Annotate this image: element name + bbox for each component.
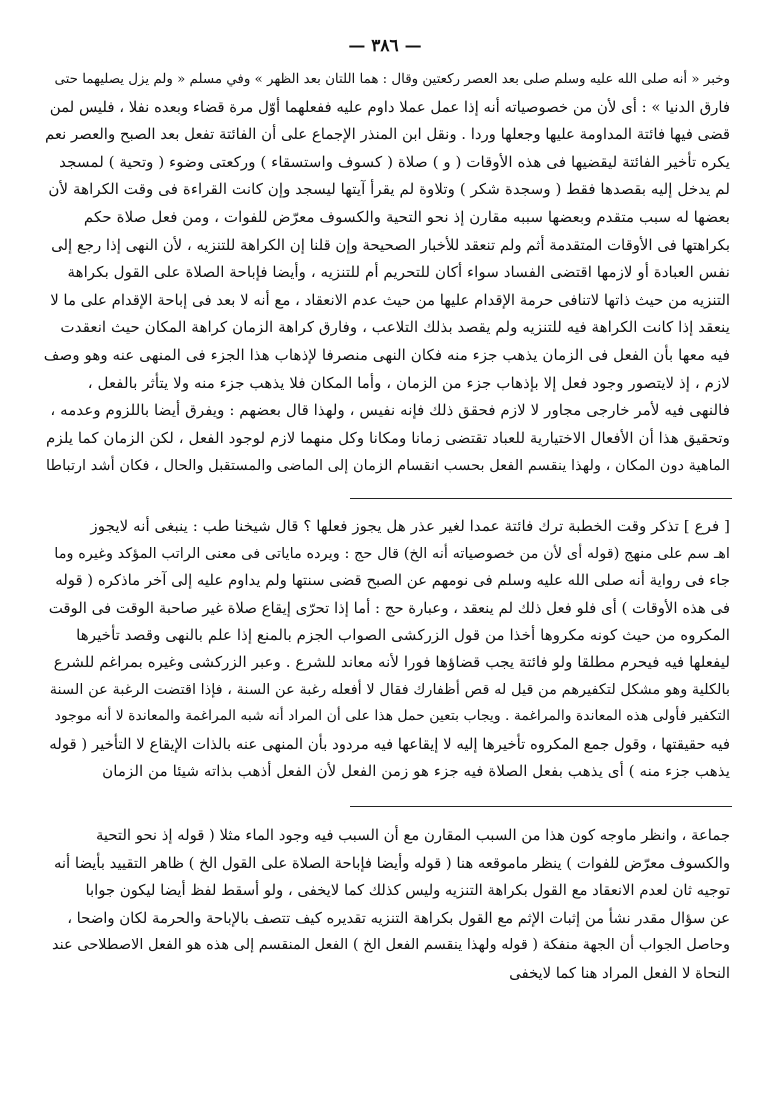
text-line: لازم ، إذ لايتصور وجود فعل إلا بإذهاب جزء من الزمان ، وأما المكان فلا يذهب جزء منه ولا يتأثر بالفعل ، bbox=[87, 373, 730, 392]
text-line: بكراهتها فى الأوقات المتقدمة أثم ولم تنعقد للأخبار الصحيحة وإن قلنا إن الكراهة للتنزيه ، لأن النهى إذا رجع إلى bbox=[51, 235, 730, 254]
text-line: وخبر « أنه صلى الله عليه وسلم صلى بعد العصر ركعتين وقال : هما اللتان بعد الظهر » وفي مسلم « ولم يزل يصليهما حتى bbox=[54, 72, 730, 87]
section-divider bbox=[350, 806, 732, 807]
footnote-line: اهـ سم على منهج (قوله أى لأن من خصوصياته أنه الخ) قال حج : ويرده ماياتى فى معنى الراتب المؤكد وغيره وما bbox=[54, 545, 730, 563]
footnote-line: فيه حقيقتها ، وقول جمع المكروه تأخيرها إليه لا إيقاعها فيه مردود بأن المنهى عنه بالذات الإيقاع لا التأخير ( قوله bbox=[49, 734, 730, 753]
footnote-line: فى هذه الأوقات ) أى فلو فعل ذلك لم ينعقد ، وعبارة حج : أما إذا تحرّى إيقاع صلاة غير صاحبة الوقت فى الوقت bbox=[48, 598, 730, 617]
footnote-line: بالكلية وهو مشكل لتكفيرهم من قيل له قص أظفارك فقال لا أفعله رغبة عن السنة ، فإذا اقتضت الرغبة عن السنة bbox=[49, 681, 730, 699]
footnote-line: جماعة ، وانظر ماوجه كون هذا من السبب المقارن مع أن السبب فيه وجود الماء مثلا ( قوله إذ نحو التحية bbox=[95, 827, 730, 844]
footnote-line: النحاة لا الفعل المراد هنا كما لايخفى bbox=[509, 964, 730, 982]
text-line: التنزيه من حيث ذاتها لاتنافى حرمة الإقدام عليها من حيث عدم الانعقاد ، مع أنه لا بعد فى إباحة الإقدام على ما لا bbox=[50, 290, 730, 309]
footnote-line: [ فرع ] تذكر وقت الخطبة ترك فائتة عمدا لغير عذر هل يجوز فعلها ؟ قال شيخنا طب : ينبغى أنه لايجوز bbox=[90, 517, 730, 535]
footnote-line: المكروه من حيث كونه مكروها أخذا من قول الزركشى الصواب الجزم بالمنع إذا علم بالنهى وقصد تأخيرها bbox=[76, 625, 730, 644]
page-number: — ٣٨٦ — bbox=[348, 36, 422, 56]
text-line: فالنهى فيه لأمر خارجى مجاور لا لازم فحقق ذلك فإنه نفيس ، ولهذا قال بعضهم : ويفرق أيضا باللزوم وعدمه ، bbox=[50, 401, 730, 420]
text-line: لم يدخل إليه بقصدها فقط ( وسجدة شكر ) وتلاوة لم يقرأ آيتها ليسجد وإن كانت القراءة فى وقت الكراهة لأن bbox=[48, 180, 730, 199]
text-line: فيه معها بأن الفعل فى الزمان يذهب جزء منه فكان النهى منصرفا لإذهاب هذا الجزء فى المنهى عنه وهو وصف bbox=[44, 345, 730, 364]
text-line: قضى فيها فائتة المداومة عليها وجعلها وردا . ونقل ابن المنذر الإجماع على أن الفائتة تفعل بعد الصبح والعصر نعم bbox=[44, 125, 730, 144]
text-line: ينعقد إذا كانت الكراهة فيه للتنزيه ولم يقصد بذلك التلاعب ، وفارق كراهة الزمان كراهة المكان حيث انعقدت bbox=[60, 318, 730, 337]
footnote-line: والكسوف معرّض للفوات ) ينظر ماموقعه هنا ( قوله وأيضا فإباحة الصلاة على القول الخ ) ظاهر التقييد بأيضا أنه bbox=[53, 854, 730, 872]
footnote-line: جاء فى رواية أنه صلى الله عليه وسلم فى نومهم عن الصبح قضى سنتها ولم يداوم عليه إلى آخر ماذكره ( قوله bbox=[55, 571, 730, 590]
footnote-line: توجيه ثان لعدم الانعقاد مع القول بكراهة التنزيه وليس كذلك كما لايخفى ، ولو أسقط لفظ أيضا ليكون جوابا bbox=[85, 882, 730, 900]
footnote-line: يذهب جزء منه ) أى يذهب بفعل الصلاة فيه جزء هو زمن الفعل لأن الفعل أذهب بذاته شيئا من الزمان bbox=[102, 761, 730, 780]
footnote-line: عن سؤال مقدر نشأ من إثبات الإثم مع القول بكراهة التنزيه تقديره كيف تتصف بالإباحة والحرمة لكان واضحا ، bbox=[67, 909, 730, 927]
footnote-line: ليفعلها فيه فيحرم مطلقا ولو فائتة يجب قضاؤها فورا لأنه معاند للشرع . وعبر الزركشى وغيره بمراغم للشرع bbox=[53, 653, 730, 672]
text-line: يكره تأخير الفائتة ليقضيها فى هذه الأوقات ( و ) صلاة ( كسوف واستسقاء ) وركعتى وضوء ( وتحية ) لمسجد bbox=[59, 152, 730, 171]
section-divider bbox=[350, 498, 732, 499]
text-line: فارق الدنيا » : أى لأن من خصوصياته أنه إذا عمل عملا داوم عليه ففعلهما أوّل مرة قضاء وبعده نفلا ، فليس لمن bbox=[49, 97, 730, 116]
text-line: بعضها له سبب متقدم وبعضها سببه مقارن إذ نحو التحية والكسوف معرّض للفوات ، ومن فعل صلاة حكم bbox=[83, 207, 730, 226]
footnote-block-1 bbox=[44, 513, 730, 785]
main-text-block bbox=[44, 66, 730, 480]
footnote-block-2 bbox=[44, 822, 730, 988]
footnote-line: التكفير فأولى هذه المعاندة والمراغمة . ويجاب بتعين حمل هذا على أن المراد أنه شبه المراغمة والمعاندة لا أنه موجود bbox=[54, 708, 730, 725]
text-line: وتحقيق هذا أن الأفعال الاختيارية للعباد تقتضى زمانا ومكانا وكل منهما لازم لوجود الفعل ، لكن الزمان كما يلزم bbox=[46, 428, 730, 447]
text-line: نفس العبادة أو لازمها اقتضى الفساد سواء أكان للتحريم أم للتنزيه ، وأيضا فإباحة الصلاة على القول بكراهة bbox=[67, 263, 730, 282]
footnote-line: وحاصل الجواب أن الجهة منفكة ( قوله ولهذا ينقسم الفعل الخ ) الفعل المنقسم إلى هذه هو الفعل الاصطلاحى عند bbox=[51, 937, 730, 954]
text-line: الماهية دون المكان ، ولهذا ينقسم الفعل بحسب انقسام الزمان إلى الماضى والمستقبل والحال ، فكان أشد ارتباطا bbox=[46, 457, 730, 475]
